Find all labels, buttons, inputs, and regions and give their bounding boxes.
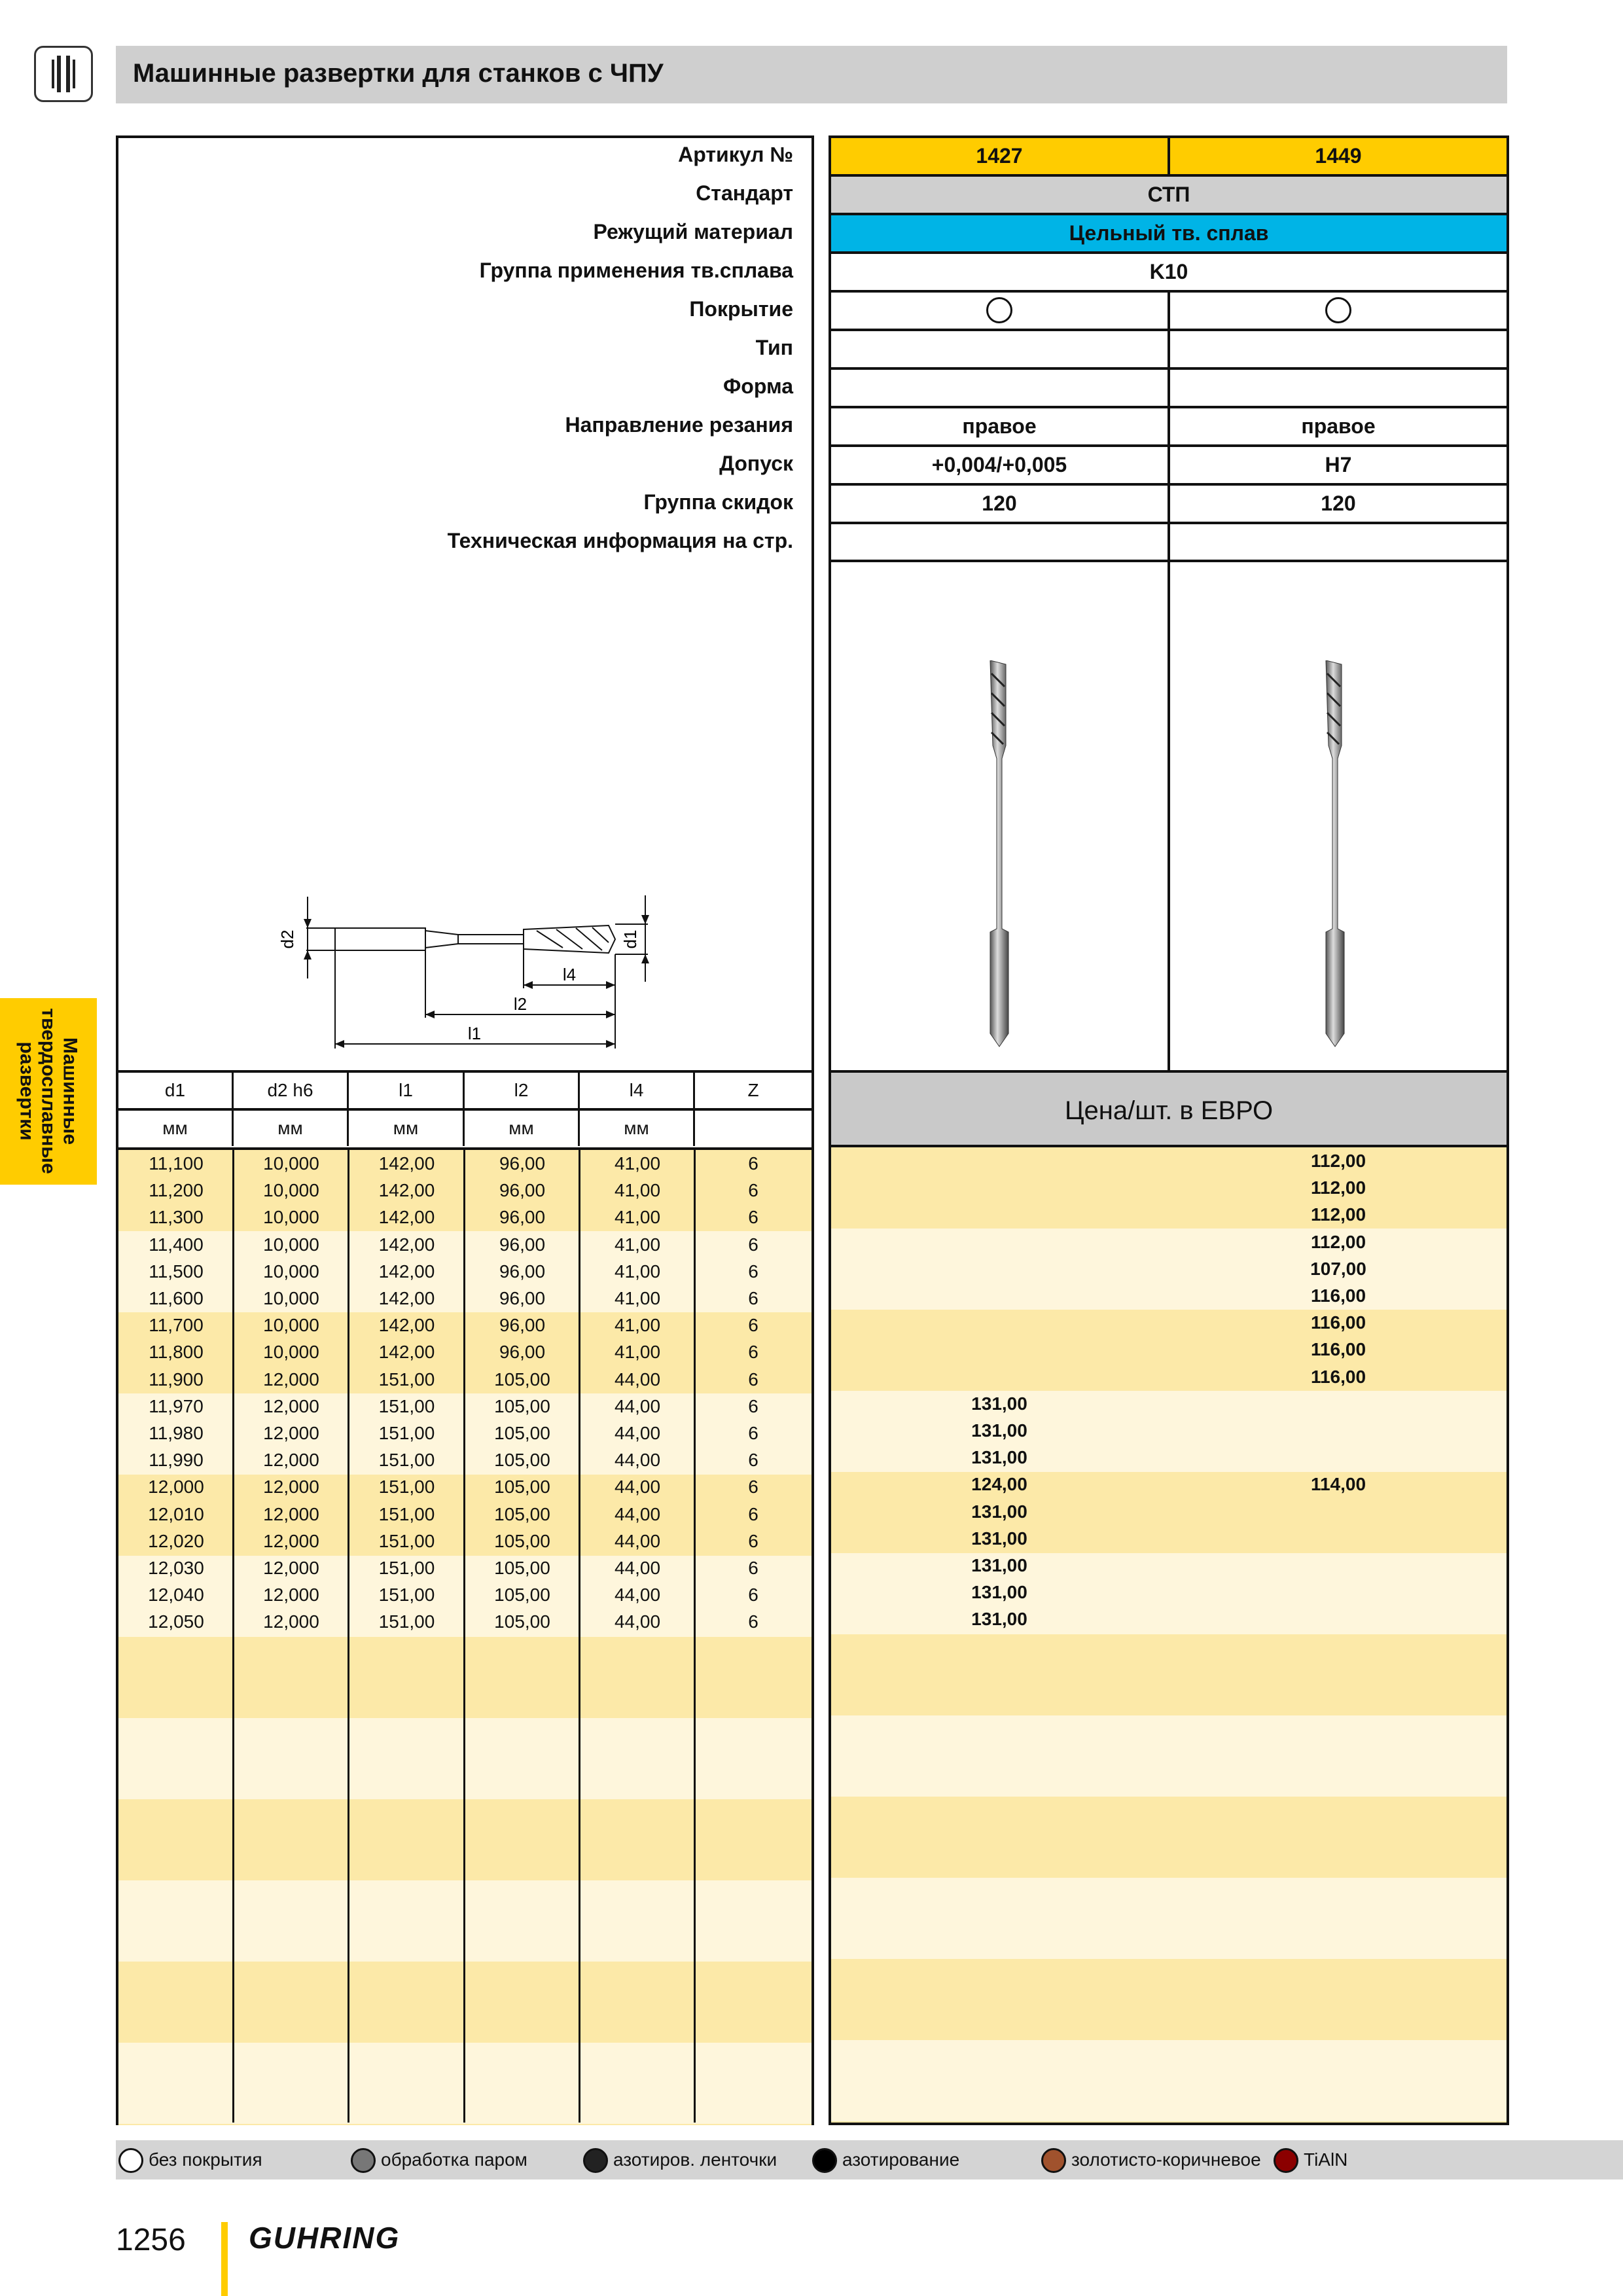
price-1427 bbox=[831, 1336, 1168, 1363]
table-row[interactable] bbox=[118, 1528, 812, 1554]
row-band bbox=[831, 1715, 1507, 1797]
cell-l4: 41,00 bbox=[614, 1234, 661, 1255]
cell-l2: 105,00 bbox=[494, 1530, 550, 1551]
price-1449 bbox=[1170, 1605, 1507, 1632]
cell-d2: 10,000 bbox=[263, 1261, 319, 1282]
uncoated-icon bbox=[1325, 297, 1351, 323]
table-header bbox=[118, 1070, 812, 1108]
cell-d1: 12,010 bbox=[148, 1503, 204, 1524]
cell-l1: 142,00 bbox=[378, 1153, 435, 1174]
price-1427 bbox=[831, 1229, 1168, 1255]
label-carbide-group: Группа применения тв.сплава bbox=[479, 259, 793, 282]
circle-outline-icon bbox=[118, 2148, 143, 2173]
table-body-right bbox=[831, 1147, 1507, 2123]
table-body-left bbox=[118, 1147, 812, 2123]
table-row[interactable] bbox=[118, 1554, 812, 1581]
cell-d1: 11,800 bbox=[149, 1342, 204, 1363]
col-l4: l4 bbox=[580, 1073, 695, 1108]
cell-l2: 105,00 bbox=[494, 1503, 550, 1524]
cell-l1: 151,00 bbox=[378, 1395, 435, 1416]
label-cutting-direction: Направление резания bbox=[565, 413, 793, 437]
label-discount-group: Группа скидок bbox=[643, 490, 793, 514]
brown-circle-icon bbox=[1041, 2148, 1066, 2173]
price-row[interactable] bbox=[831, 1552, 1507, 1579]
tialn-icon bbox=[1274, 2148, 1298, 2173]
cell-d1: 11,700 bbox=[149, 1315, 204, 1336]
cell-d1: 11,100 bbox=[149, 1153, 204, 1174]
article-1427[interactable]: 1427 bbox=[976, 144, 1023, 168]
cell-d1: 11,500 bbox=[149, 1261, 204, 1282]
price-1449: 116,00 bbox=[1310, 1366, 1366, 1387]
label-cutting-material: Режущий материал bbox=[593, 220, 793, 243]
cell-d2: 12,000 bbox=[263, 1423, 319, 1443]
price-1427 bbox=[831, 1201, 1168, 1228]
table-row[interactable] bbox=[118, 1473, 812, 1500]
label-article: Артикул № bbox=[678, 143, 793, 166]
cell-l4: 44,00 bbox=[614, 1611, 661, 1632]
cell-d2: 10,000 bbox=[263, 1288, 319, 1308]
cell-l2: 96,00 bbox=[499, 1207, 546, 1228]
product-images bbox=[831, 560, 1507, 1070]
reamer-icon bbox=[43, 53, 84, 95]
cell-l2: 105,00 bbox=[494, 1477, 550, 1498]
price-row[interactable] bbox=[831, 1605, 1507, 1632]
side-tab[interactable] bbox=[0, 998, 97, 1185]
side-tab-line3: развертки bbox=[16, 1041, 38, 1141]
cutting-direction-1: правое bbox=[962, 414, 1037, 438]
cell-d1: 12,050 bbox=[148, 1611, 204, 1632]
price-1449: 116,00 bbox=[1310, 1339, 1366, 1360]
dim-l2: l2 bbox=[513, 994, 527, 1014]
discount-group-1: 120 bbox=[982, 492, 1017, 515]
carbide-group-row bbox=[831, 254, 1507, 293]
article-1449[interactable]: 1449 bbox=[1315, 144, 1362, 168]
label-coating: Покрытие bbox=[689, 297, 793, 321]
price-1449: 116,00 bbox=[1310, 1312, 1366, 1333]
cell-l1: 142,00 bbox=[378, 1342, 435, 1363]
price-row[interactable] bbox=[831, 1282, 1507, 1309]
cell-z: 6 bbox=[748, 1558, 758, 1578]
reamer-1449-image bbox=[1315, 660, 1355, 1053]
cell-l1: 151,00 bbox=[378, 1558, 435, 1578]
cell-d1: 12,030 bbox=[148, 1558, 204, 1578]
cell-d1: 11,980 bbox=[149, 1423, 204, 1443]
price-row[interactable] bbox=[831, 1336, 1507, 1363]
cell-l4: 44,00 bbox=[614, 1558, 661, 1578]
price-row[interactable] bbox=[831, 1417, 1507, 1444]
table-row[interactable] bbox=[118, 1420, 812, 1446]
table-row[interactable] bbox=[118, 1285, 812, 1312]
cell-l2: 96,00 bbox=[499, 1315, 546, 1336]
cell-l1: 151,00 bbox=[378, 1585, 435, 1605]
col-l1: l1 bbox=[349, 1073, 465, 1108]
cell-d1: 11,970 bbox=[149, 1395, 204, 1416]
table-row[interactable] bbox=[118, 1393, 812, 1420]
cell-l4: 41,00 bbox=[614, 1180, 661, 1201]
price-row[interactable] bbox=[831, 1444, 1507, 1471]
discount-group-2: 120 bbox=[1321, 492, 1356, 515]
cell-l2: 96,00 bbox=[499, 1261, 546, 1282]
cell-l1: 142,00 bbox=[378, 1180, 435, 1201]
cell-l2: 105,00 bbox=[494, 1423, 550, 1443]
cutting-material-row bbox=[831, 215, 1507, 254]
cell-l2: 105,00 bbox=[494, 1585, 550, 1605]
cell-d1: 11,300 bbox=[149, 1207, 204, 1228]
cell-d2: 12,000 bbox=[263, 1530, 319, 1551]
price-row[interactable] bbox=[831, 1174, 1507, 1201]
cell-d2: 12,000 bbox=[263, 1450, 319, 1471]
unit-l1: мм bbox=[349, 1111, 465, 1146]
black-circle-icon bbox=[812, 2148, 837, 2173]
label-tolerance: Допуск bbox=[719, 452, 793, 475]
cell-l1: 151,00 bbox=[378, 1503, 435, 1524]
cell-l4: 44,00 bbox=[614, 1530, 661, 1551]
cell-l1: 142,00 bbox=[378, 1288, 435, 1308]
cell-l2: 105,00 bbox=[494, 1558, 550, 1578]
cell-d1: 11,400 bbox=[149, 1234, 204, 1255]
row-band bbox=[118, 2124, 812, 2125]
price-row[interactable] bbox=[831, 1579, 1507, 1605]
price-1427 bbox=[831, 1309, 1168, 1336]
price-row[interactable] bbox=[831, 1147, 1507, 1174]
unit-l4: мм bbox=[580, 1111, 695, 1146]
cutting-material-value: Цельный тв. сплав bbox=[1069, 221, 1269, 245]
cell-d1: 12,020 bbox=[148, 1530, 204, 1551]
cell-d1: 11,900 bbox=[149, 1369, 204, 1390]
cell-l4: 41,00 bbox=[614, 1261, 661, 1282]
cell-d1: 12,000 bbox=[148, 1477, 204, 1498]
price-row[interactable] bbox=[831, 1363, 1507, 1390]
cell-z: 6 bbox=[748, 1288, 758, 1308]
unit-z bbox=[695, 1111, 812, 1146]
price-1449: 112,00 bbox=[1310, 1151, 1366, 1171]
cell-l4: 44,00 bbox=[614, 1585, 661, 1605]
carbide-group-value: K10 bbox=[1149, 260, 1188, 283]
price-1427 bbox=[831, 1174, 1168, 1201]
row-band bbox=[831, 1797, 1507, 1878]
cell-l4: 44,00 bbox=[614, 1503, 661, 1524]
cell-l1: 151,00 bbox=[378, 1611, 435, 1632]
cell-z: 6 bbox=[748, 1207, 758, 1228]
cell-z: 6 bbox=[748, 1395, 758, 1416]
price-1427: 124,00 bbox=[971, 1474, 1027, 1495]
price-1427 bbox=[831, 1282, 1168, 1309]
legend-label: золотисто-коричневое bbox=[1071, 2149, 1261, 2170]
cell-z: 6 bbox=[748, 1180, 758, 1201]
table-row[interactable] bbox=[118, 1204, 812, 1230]
price-1427 bbox=[831, 1147, 1168, 1174]
discount-group-row bbox=[831, 486, 1507, 524]
price-row[interactable] bbox=[831, 1390, 1507, 1417]
tolerance-2: H7 bbox=[1325, 453, 1352, 476]
cell-l4: 41,00 bbox=[614, 1342, 661, 1363]
page-title: Машинные развертки для станков с ЧПУ bbox=[133, 59, 664, 88]
price-1427 bbox=[831, 1255, 1168, 1282]
legend-label: азотиров. ленточки bbox=[613, 2149, 777, 2170]
footer-accent-bar bbox=[221, 2222, 228, 2296]
price-row[interactable] bbox=[831, 1255, 1507, 1282]
table-units bbox=[118, 1108, 812, 1147]
cutting-direction-2: правое bbox=[1301, 414, 1376, 438]
page-number: 1256 bbox=[116, 2223, 186, 2257]
cutting-direction-row bbox=[831, 408, 1507, 447]
price-1427 bbox=[831, 1363, 1168, 1390]
coating-legend bbox=[116, 2140, 1623, 2179]
tolerance-row bbox=[831, 447, 1507, 486]
brand-logo: GUHRING bbox=[249, 2221, 401, 2255]
cell-l1: 142,00 bbox=[378, 1207, 435, 1228]
col-l2: l2 bbox=[465, 1073, 580, 1108]
unit-l2: мм bbox=[465, 1111, 580, 1146]
label-tech-info: Техническая информация на стр. bbox=[447, 529, 793, 552]
cell-d2: 12,000 bbox=[263, 1611, 319, 1632]
table-row[interactable] bbox=[118, 1501, 812, 1528]
unit-d2: мм bbox=[234, 1111, 349, 1146]
cell-l1: 142,00 bbox=[378, 1261, 435, 1282]
legend-label: TiAlN bbox=[1304, 2149, 1348, 2170]
cell-l1: 151,00 bbox=[378, 1477, 435, 1498]
side-tab-label bbox=[16, 998, 81, 1185]
cell-z: 6 bbox=[748, 1450, 758, 1471]
cell-d1: 11,200 bbox=[149, 1180, 204, 1201]
table-row[interactable] bbox=[118, 1312, 812, 1338]
cell-z: 6 bbox=[748, 1315, 758, 1336]
table-row[interactable] bbox=[118, 1150, 812, 1177]
coating-row bbox=[831, 293, 1507, 331]
price-1449 bbox=[1170, 1390, 1507, 1417]
table-row[interactable] bbox=[118, 1608, 812, 1635]
cell-d2: 12,000 bbox=[263, 1477, 319, 1498]
tolerance-1: +0,004/+0,005 bbox=[931, 453, 1067, 476]
cell-d2: 12,000 bbox=[263, 1585, 319, 1605]
type-row bbox=[831, 331, 1507, 370]
legend-label: обработка паром bbox=[381, 2149, 527, 2170]
table-row[interactable] bbox=[118, 1338, 812, 1365]
cell-z: 6 bbox=[748, 1530, 758, 1551]
cell-l2: 105,00 bbox=[494, 1395, 550, 1416]
price-row[interactable] bbox=[831, 1309, 1507, 1336]
cell-l4: 41,00 bbox=[614, 1288, 661, 1308]
cell-l4: 44,00 bbox=[614, 1450, 661, 1471]
cell-l2: 105,00 bbox=[494, 1450, 550, 1471]
cell-z: 6 bbox=[748, 1503, 758, 1524]
cell-z: 6 bbox=[748, 1369, 758, 1390]
price-1449: 112,00 bbox=[1310, 1204, 1366, 1225]
cell-z: 6 bbox=[748, 1423, 758, 1443]
price-1427: 131,00 bbox=[971, 1393, 1027, 1414]
price-1449 bbox=[1170, 1498, 1507, 1525]
table-row[interactable] bbox=[118, 1177, 812, 1204]
price-1427: 131,00 bbox=[971, 1555, 1027, 1575]
price-header-label: Цена/шт. в ЕВРО bbox=[1064, 1096, 1274, 1125]
reamer-technical-drawing bbox=[262, 877, 668, 1060]
dim-l4: l4 bbox=[562, 965, 577, 984]
table-row[interactable] bbox=[118, 1366, 812, 1393]
standard-value: СТП bbox=[1147, 183, 1190, 206]
gray-circle-icon bbox=[351, 2148, 376, 2173]
legend-label: азотирование bbox=[842, 2149, 960, 2170]
price-1449: 107,00 bbox=[1310, 1258, 1366, 1279]
cell-l1: 151,00 bbox=[378, 1369, 435, 1390]
row-band bbox=[831, 1878, 1507, 1959]
price-header bbox=[831, 1070, 1507, 1147]
price-1427: 131,00 bbox=[971, 1609, 1027, 1630]
cell-d2: 12,000 bbox=[263, 1558, 319, 1578]
price-1449: 114,00 bbox=[1310, 1474, 1366, 1495]
cell-d2: 10,000 bbox=[263, 1180, 319, 1201]
price-1427: 131,00 bbox=[971, 1528, 1027, 1549]
cell-d2: 10,000 bbox=[263, 1315, 319, 1336]
price-row[interactable] bbox=[831, 1525, 1507, 1552]
col-d1: d1 bbox=[118, 1073, 234, 1108]
tech-info-row bbox=[831, 524, 1507, 560]
cell-d2: 12,000 bbox=[263, 1395, 319, 1416]
cell-l2: 105,00 bbox=[494, 1611, 550, 1632]
price-1449 bbox=[1170, 1525, 1507, 1552]
price-1449 bbox=[1170, 1444, 1507, 1471]
dim-l1: l1 bbox=[467, 1024, 482, 1043]
cell-l2: 96,00 bbox=[499, 1288, 546, 1308]
cell-l4: 44,00 bbox=[614, 1395, 661, 1416]
cell-l2: 105,00 bbox=[494, 1369, 550, 1390]
title-bar bbox=[116, 46, 1507, 103]
cell-l2: 96,00 bbox=[499, 1180, 546, 1201]
price-1449: 116,00 bbox=[1310, 1285, 1366, 1306]
cell-l4: 41,00 bbox=[614, 1207, 661, 1228]
cell-z: 6 bbox=[748, 1153, 758, 1174]
price-1449: 112,00 bbox=[1310, 1177, 1366, 1198]
row-band bbox=[831, 2040, 1507, 2121]
category-logo bbox=[34, 46, 93, 102]
price-1449 bbox=[1170, 1579, 1507, 1605]
row-band bbox=[831, 1634, 1507, 1715]
price-1427: 131,00 bbox=[971, 1501, 1027, 1522]
price-1449 bbox=[1170, 1417, 1507, 1444]
cell-d1: 11,990 bbox=[149, 1450, 204, 1471]
price-row[interactable] bbox=[831, 1229, 1507, 1255]
cell-z: 6 bbox=[748, 1342, 758, 1363]
table-row[interactable] bbox=[118, 1231, 812, 1258]
legend-label: без покрытия bbox=[149, 2149, 262, 2170]
dim-d2: d2 bbox=[277, 929, 297, 949]
cell-d1: 11,600 bbox=[149, 1288, 204, 1308]
label-type: Тип bbox=[755, 336, 793, 359]
cell-z: 6 bbox=[748, 1234, 758, 1255]
cell-l4: 41,00 bbox=[614, 1153, 661, 1174]
price-1427: 131,00 bbox=[971, 1420, 1027, 1441]
cell-l2: 96,00 bbox=[499, 1342, 546, 1363]
col-d2: d2 h6 bbox=[234, 1073, 349, 1108]
label-standard: Стандарт bbox=[696, 181, 793, 205]
reamer-1427-image bbox=[980, 660, 1019, 1053]
cell-l1: 151,00 bbox=[378, 1450, 435, 1471]
table-row[interactable] bbox=[118, 1258, 812, 1285]
cell-z: 6 bbox=[748, 1477, 758, 1498]
unit-d1: мм bbox=[118, 1111, 234, 1146]
cell-d2: 10,000 bbox=[263, 1153, 319, 1174]
cell-l2: 96,00 bbox=[499, 1153, 546, 1174]
dim-d1: d1 bbox=[620, 929, 640, 949]
col-z: Z bbox=[747, 1080, 759, 1100]
cell-l4: 44,00 bbox=[614, 1477, 661, 1498]
side-tab-line2: твердосплавные bbox=[37, 1008, 60, 1174]
table-row[interactable] bbox=[118, 1581, 812, 1608]
cell-l1: 142,00 bbox=[378, 1234, 435, 1255]
label-form: Форма bbox=[722, 374, 793, 398]
price-row[interactable] bbox=[831, 1498, 1507, 1525]
form-row bbox=[831, 370, 1507, 408]
row-band bbox=[831, 1959, 1507, 2040]
cell-l4: 41,00 bbox=[614, 1315, 661, 1336]
standard-row bbox=[831, 177, 1507, 215]
cell-l4: 44,00 bbox=[614, 1369, 661, 1390]
article-row bbox=[831, 138, 1507, 177]
cell-l1: 142,00 bbox=[378, 1315, 435, 1336]
cell-l4: 44,00 bbox=[614, 1423, 661, 1443]
cell-z: 6 bbox=[748, 1585, 758, 1605]
half-black-circle-icon bbox=[583, 2148, 608, 2173]
price-1427: 131,00 bbox=[971, 1582, 1027, 1603]
uncoated-icon bbox=[986, 297, 1012, 323]
cell-l1: 151,00 bbox=[378, 1530, 435, 1551]
price-1427: 131,00 bbox=[971, 1447, 1027, 1468]
cell-d2: 10,000 bbox=[263, 1234, 319, 1255]
price-row[interactable] bbox=[831, 1471, 1507, 1498]
side-tab-line1: Машинные bbox=[59, 1037, 81, 1145]
cell-l2: 96,00 bbox=[499, 1234, 546, 1255]
row-band bbox=[831, 2121, 1507, 2123]
cell-d2: 12,000 bbox=[263, 1503, 319, 1524]
cell-d2: 10,000 bbox=[263, 1342, 319, 1363]
cell-d2: 12,000 bbox=[263, 1369, 319, 1390]
price-1449 bbox=[1170, 1552, 1507, 1579]
cell-l1: 151,00 bbox=[378, 1423, 435, 1443]
table-row[interactable] bbox=[118, 1446, 812, 1473]
cell-d1: 12,040 bbox=[148, 1585, 204, 1605]
price-row[interactable] bbox=[831, 1201, 1507, 1228]
cell-z: 6 bbox=[748, 1611, 758, 1632]
price-1449: 112,00 bbox=[1310, 1231, 1366, 1252]
cell-d2: 10,000 bbox=[263, 1207, 319, 1228]
cell-z: 6 bbox=[748, 1261, 758, 1282]
